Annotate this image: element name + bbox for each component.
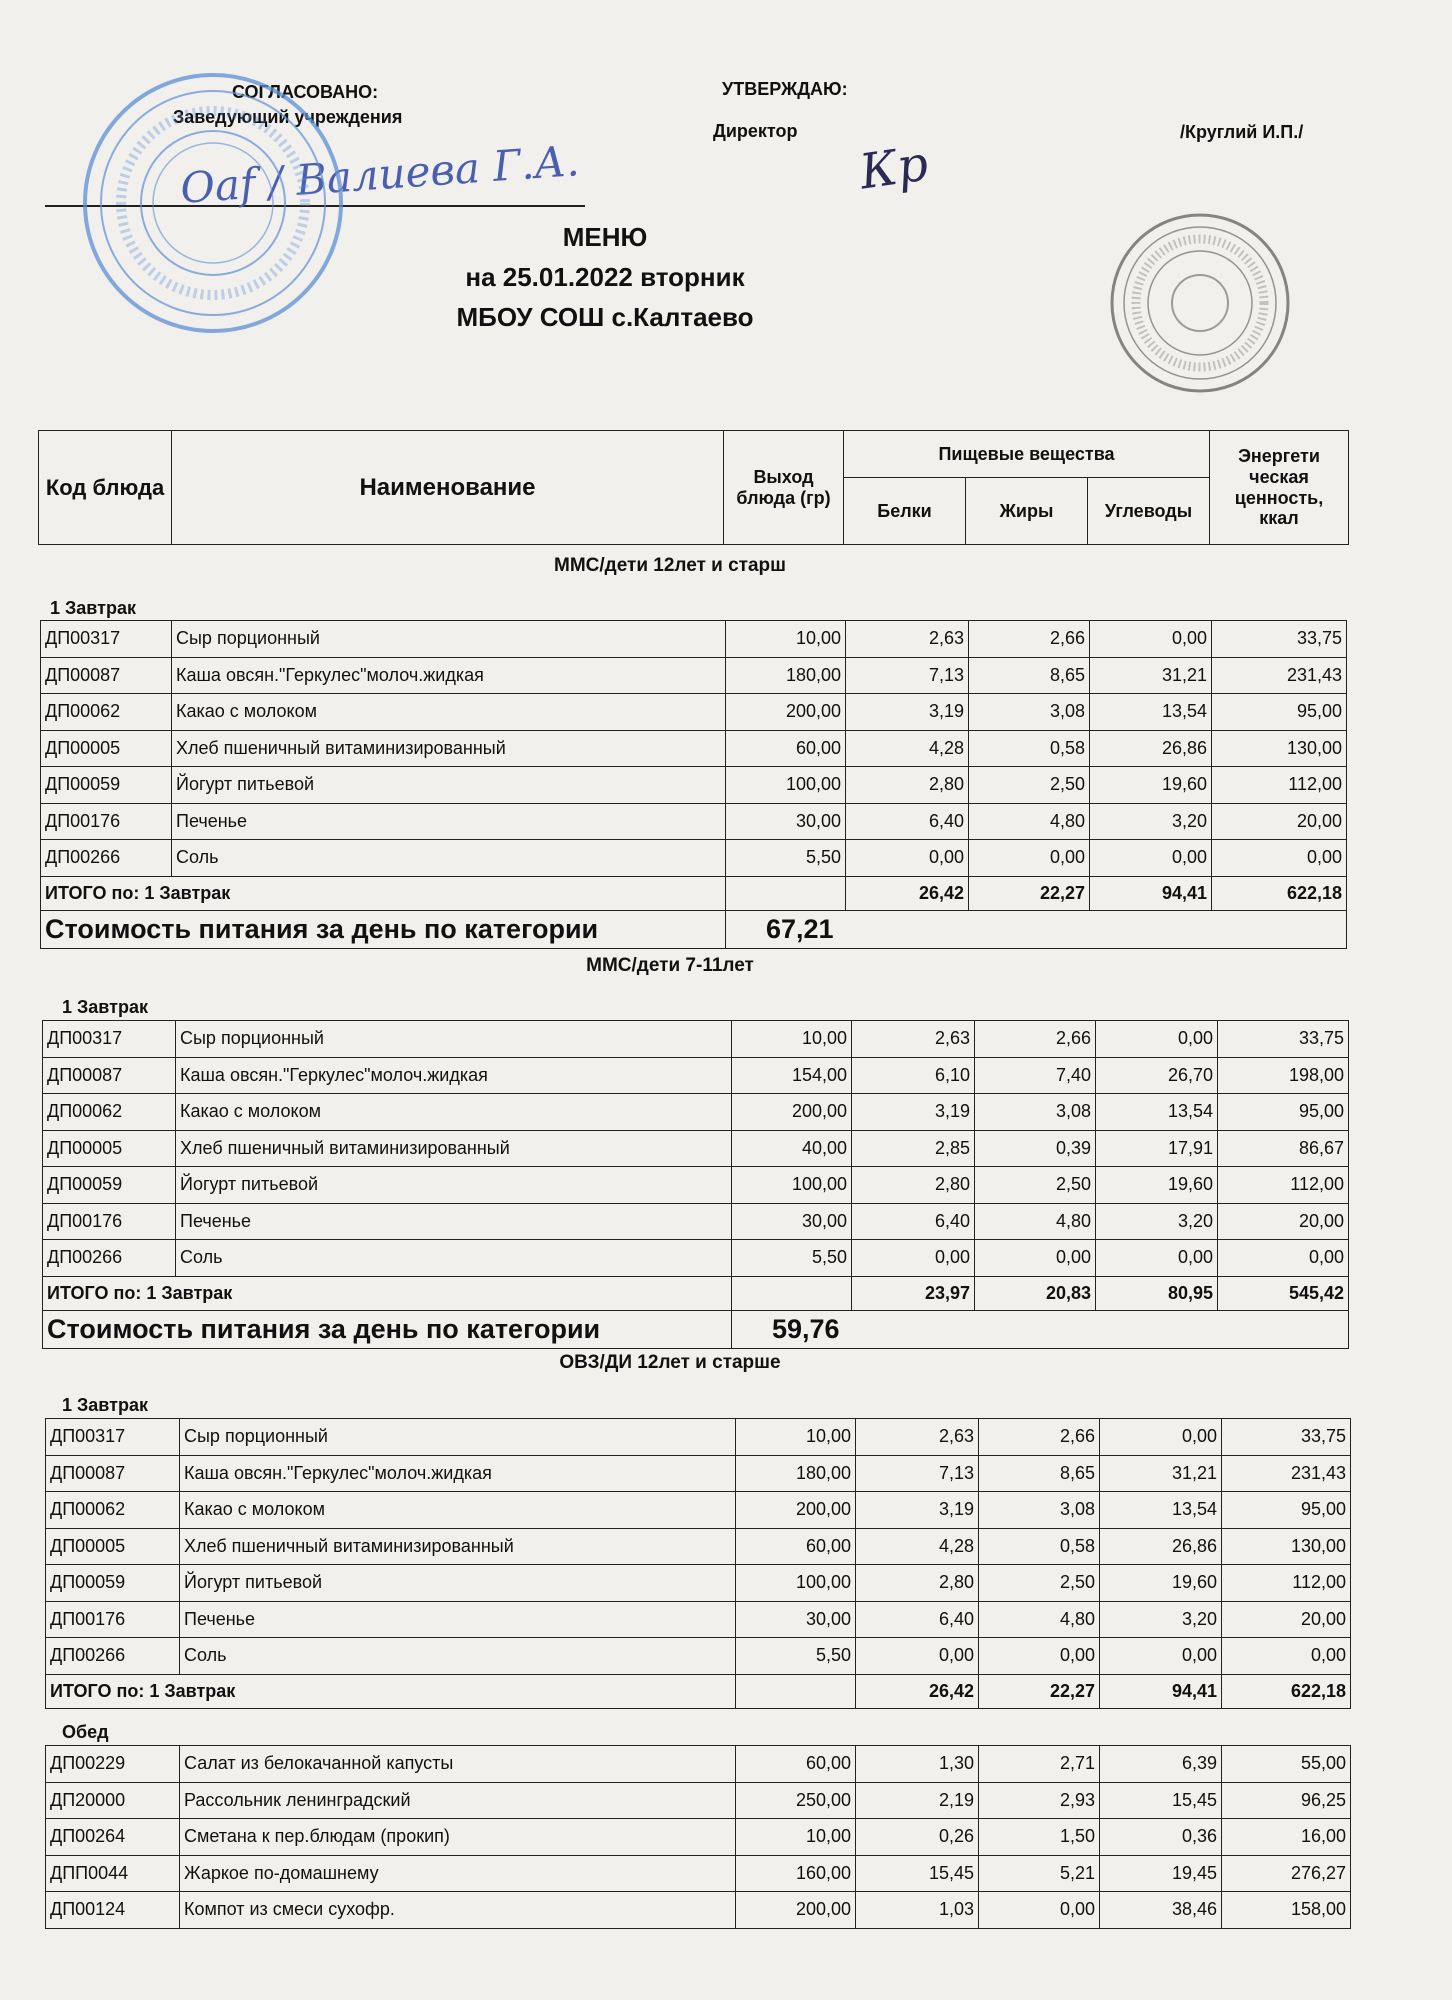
dish-energy: 95,00 — [1212, 694, 1347, 731]
section-rows — [43, 1021, 1349, 1277]
total-label: ИТОГО по: 1 Завтрак — [43, 1276, 732, 1310]
dish-energy: 112,00 — [1222, 1565, 1351, 1602]
dish-carbs: 31,21 — [1090, 657, 1212, 694]
dish-proteins: 6,40 — [856, 1601, 979, 1638]
dish-fats: 8,65 — [979, 1455, 1100, 1492]
dish-carbs: 3,20 — [1090, 803, 1212, 840]
total-energy: 622,18 — [1212, 876, 1347, 910]
page-title: МЕНЮ — [562, 222, 648, 252]
dish-fats: 3,08 — [975, 1094, 1096, 1131]
director-name: /Круглий И.П./ — [1180, 122, 1304, 142]
dish-yield: 5,50 — [732, 1240, 852, 1277]
dish-code: ДП00229 — [46, 1746, 180, 1783]
dish-fats: 3,08 — [979, 1492, 1100, 1529]
dish-name: Каша овсян."Геркулес"молоч.жидкая — [172, 657, 726, 694]
dish-carbs: 26,70 — [1096, 1057, 1218, 1094]
dish-code: ДП00266 — [46, 1638, 180, 1675]
dish-code: ДП00266 — [41, 840, 172, 877]
meal-label: 1 Завтрак — [62, 1395, 148, 1415]
dish-yield: 200,00 — [726, 694, 846, 731]
dish-carbs: 13,54 — [1096, 1094, 1218, 1131]
dish-yield: 10,00 — [726, 621, 846, 658]
dish-name: Какао с молоком — [180, 1492, 736, 1529]
dish-fats: 0,39 — [975, 1130, 1096, 1167]
dish-energy: 33,75 — [1212, 621, 1347, 658]
dish-fats: 5,21 — [979, 1855, 1100, 1892]
dish-code: ДП00062 — [46, 1492, 180, 1529]
dish-fats: 2,50 — [969, 767, 1090, 804]
dish-yield: 10,00 — [736, 1819, 856, 1856]
dish-proteins: 1,30 — [856, 1746, 979, 1783]
dish-proteins: 1,03 — [856, 1892, 979, 1929]
dish-yield: 180,00 — [726, 657, 846, 694]
dish-yield: 30,00 — [726, 803, 846, 840]
dish-name: Йогурт питьевой — [176, 1167, 732, 1204]
dish-proteins: 0,26 — [856, 1819, 979, 1856]
total-yield — [736, 1674, 856, 1708]
dish-energy: 20,00 — [1222, 1601, 1351, 1638]
dish-energy: 20,00 — [1212, 803, 1347, 840]
dish-code: ДП00317 — [41, 621, 172, 658]
dish-carbs: 0,36 — [1100, 1819, 1222, 1856]
col-nutrients-header: Пищевые вещества — [844, 431, 1210, 478]
section-rows — [41, 621, 1347, 877]
dish-proteins: 0,00 — [856, 1638, 979, 1675]
signature-right: Кр — [856, 135, 932, 201]
dish-yield: 30,00 — [732, 1203, 852, 1240]
dish-fats: 3,08 — [969, 694, 1090, 731]
dish-yield: 60,00 — [726, 730, 846, 767]
dish-fats: 4,80 — [979, 1601, 1100, 1638]
approved-label: СОГЛАСОВАНО: — [232, 82, 379, 102]
dish-code: ДП00317 — [46, 1419, 180, 1456]
table-row — [43, 1021, 1349, 1058]
dish-name: Печенье — [176, 1203, 732, 1240]
cost-label: Стоимость питания за день по категории — [43, 1310, 732, 1348]
dish-energy: 158,00 — [1222, 1892, 1351, 1929]
school-name: МБОУ СОШ с.Калтаево — [456, 302, 754, 332]
dish-energy: 198,00 — [1218, 1057, 1349, 1094]
table-row — [46, 1782, 1351, 1819]
table-row — [46, 1892, 1351, 1929]
dish-name: Каша овсян."Геркулес"молоч.жидкая — [176, 1057, 732, 1094]
table-row — [46, 1528, 1351, 1565]
dish-carbs: 0,00 — [1096, 1021, 1218, 1058]
dish-carbs: 0,00 — [1090, 621, 1212, 658]
dish-yield: 200,00 — [736, 1892, 856, 1929]
meal-label: 1 Завтрак — [50, 598, 136, 618]
dish-carbs: 13,54 — [1090, 694, 1212, 731]
table-row — [46, 1819, 1351, 1856]
dish-yield: 180,00 — [736, 1455, 856, 1492]
dish-fats: 2,71 — [979, 1746, 1100, 1783]
dish-proteins: 7,13 — [846, 657, 969, 694]
signature-left: Оаf / Валиева Г.А. — [178, 136, 581, 213]
total-yield — [726, 876, 846, 910]
dish-name: Какао с молоком — [176, 1094, 732, 1131]
dish-name: Соль — [172, 840, 726, 877]
col-code-header: Код блюда — [39, 431, 172, 545]
dish-carbs: 38,46 — [1100, 1892, 1222, 1929]
total-carbs: 94,41 — [1090, 876, 1212, 910]
dish-energy: 130,00 — [1222, 1528, 1351, 1565]
dish-carbs: 0,00 — [1096, 1240, 1218, 1277]
table-row — [46, 1855, 1351, 1892]
dish-fats: 2,93 — [979, 1782, 1100, 1819]
table-row — [46, 1492, 1351, 1529]
dish-fats: 2,66 — [969, 621, 1090, 658]
table-row — [46, 1601, 1351, 1638]
dish-name: Печенье — [180, 1601, 736, 1638]
dish-carbs: 26,86 — [1100, 1528, 1222, 1565]
dish-proteins: 6,40 — [846, 803, 969, 840]
total-proteins: 26,42 — [856, 1674, 979, 1708]
dish-proteins: 6,40 — [852, 1203, 975, 1240]
table-row — [41, 657, 1347, 694]
total-fats: 22,27 — [969, 876, 1090, 910]
dish-energy: 96,25 — [1222, 1782, 1351, 1819]
dish-energy: 33,75 — [1222, 1419, 1351, 1456]
table-row — [46, 1419, 1351, 1456]
dish-code: ДП00087 — [46, 1455, 180, 1492]
dish-name: Какао с молоком — [172, 694, 726, 731]
dish-code: ДП00317 — [43, 1021, 176, 1058]
dish-name: Сметана к пер.блюдам (прокип) — [180, 1819, 736, 1856]
table-row — [43, 1130, 1349, 1167]
dish-proteins: 2,19 — [856, 1782, 979, 1819]
meal-label: Обед — [62, 1722, 109, 1742]
director-label: Директор — [713, 121, 798, 141]
dish-code: ДП00176 — [46, 1601, 180, 1638]
dish-code: ДПП0044 — [46, 1855, 180, 1892]
total-label: ИТОГО по: 1 Завтрак — [46, 1674, 736, 1708]
dish-proteins: 0,00 — [852, 1240, 975, 1277]
dish-code: ДП00176 — [43, 1203, 176, 1240]
dish-name: Сыр порционный — [176, 1021, 732, 1058]
dish-energy: 33,75 — [1218, 1021, 1349, 1058]
dish-yield: 5,50 — [736, 1638, 856, 1675]
dish-energy: 231,43 — [1212, 657, 1347, 694]
section-title: ММС/дети 7-11лет — [586, 955, 754, 976]
dish-proteins: 2,63 — [852, 1021, 975, 1058]
dish-proteins: 2,80 — [846, 767, 969, 804]
dish-energy: 86,67 — [1218, 1130, 1349, 1167]
dish-yield: 60,00 — [736, 1746, 856, 1783]
dish-proteins: 3,19 — [852, 1094, 975, 1131]
dish-fats: 0,00 — [979, 1638, 1100, 1675]
meal-label: 1 Завтрак — [62, 997, 148, 1017]
total-carbs: 80,95 — [1096, 1276, 1218, 1310]
section-table — [40, 620, 1347, 949]
dish-name: Сыр порционный — [180, 1419, 736, 1456]
dish-carbs: 3,20 — [1096, 1203, 1218, 1240]
dish-energy: 0,00 — [1222, 1638, 1351, 1675]
dish-fats: 2,50 — [975, 1167, 1096, 1204]
dish-yield: 200,00 — [736, 1492, 856, 1529]
dish-code: ДП00266 — [43, 1240, 176, 1277]
dish-carbs: 17,91 — [1096, 1130, 1218, 1167]
dish-proteins: 2,63 — [856, 1419, 979, 1456]
dish-code: ДП00059 — [41, 767, 172, 804]
dish-name: Соль — [180, 1638, 736, 1675]
dish-yield: 10,00 — [732, 1021, 852, 1058]
section-table — [45, 1418, 1351, 1709]
dish-fats: 8,65 — [969, 657, 1090, 694]
head-of-institution-label: Заведующий учреждения — [173, 107, 403, 127]
dish-proteins: 15,45 — [856, 1855, 979, 1892]
dish-yield: 100,00 — [736, 1565, 856, 1602]
table-row — [41, 803, 1347, 840]
dish-energy: 276,27 — [1222, 1855, 1351, 1892]
col-yield-header: Выход блюда (гр) — [724, 431, 844, 545]
dish-proteins: 6,10 — [852, 1057, 975, 1094]
dish-carbs: 0,00 — [1100, 1419, 1222, 1456]
total-proteins: 23,97 — [852, 1276, 975, 1310]
total-label: ИТОГО по: 1 Завтрак — [41, 876, 726, 910]
total-fats: 22,27 — [979, 1674, 1100, 1708]
dish-proteins: 4,28 — [856, 1528, 979, 1565]
dish-fats: 2,66 — [979, 1419, 1100, 1456]
dish-code: ДП20000 — [46, 1782, 180, 1819]
dish-energy: 112,00 — [1212, 767, 1347, 804]
dish-proteins: 2,85 — [852, 1130, 975, 1167]
dish-proteins: 0,00 — [846, 840, 969, 877]
dish-energy: 231,43 — [1222, 1455, 1351, 1492]
dish-energy: 16,00 — [1222, 1819, 1351, 1856]
dish-energy: 95,00 — [1222, 1492, 1351, 1529]
dish-yield: 250,00 — [736, 1782, 856, 1819]
dish-carbs: 19,60 — [1096, 1167, 1218, 1204]
total-fats: 20,83 — [975, 1276, 1096, 1310]
dish-energy: 55,00 — [1222, 1746, 1351, 1783]
dish-fats: 2,66 — [975, 1021, 1096, 1058]
dish-carbs: 19,60 — [1090, 767, 1212, 804]
dish-yield: 10,00 — [736, 1419, 856, 1456]
dish-proteins: 4,28 — [846, 730, 969, 767]
dish-fats: 7,40 — [975, 1057, 1096, 1094]
dish-yield: 5,50 — [726, 840, 846, 877]
dish-carbs: 19,45 — [1100, 1855, 1222, 1892]
dish-fats: 0,00 — [969, 840, 1090, 877]
dish-carbs: 6,39 — [1100, 1746, 1222, 1783]
dish-carbs: 0,00 — [1100, 1638, 1222, 1675]
dish-code: ДП00124 — [46, 1892, 180, 1929]
dish-name: Сыр порционный — [172, 621, 726, 658]
dish-yield: 100,00 — [732, 1167, 852, 1204]
dish-energy: 112,00 — [1218, 1167, 1349, 1204]
dish-fats: 0,58 — [969, 730, 1090, 767]
dish-name: Хлеб пшеничный витаминизированный — [176, 1130, 732, 1167]
lunch-rows — [46, 1746, 1351, 1929]
section-table — [42, 1020, 1349, 1349]
dish-code: ДП00062 — [43, 1094, 176, 1131]
dish-carbs: 26,86 — [1090, 730, 1212, 767]
dish-code: ДП00087 — [43, 1057, 176, 1094]
table-row — [41, 840, 1347, 877]
dish-yield: 60,00 — [736, 1528, 856, 1565]
dish-carbs: 13,54 — [1100, 1492, 1222, 1529]
menu-date: на 25.01.2022 вторник — [465, 262, 745, 292]
table-row — [46, 1638, 1351, 1675]
table-row — [41, 694, 1347, 731]
dish-carbs: 0,00 — [1090, 840, 1212, 877]
dish-fats: 0,58 — [979, 1528, 1100, 1565]
dish-fats: 0,00 — [975, 1240, 1096, 1277]
dish-proteins: 3,19 — [846, 694, 969, 731]
dish-name: Жаркое по-домашнему — [180, 1855, 736, 1892]
approve-label: УТВЕРЖДАЮ: — [722, 79, 848, 99]
table-row — [46, 1746, 1351, 1783]
dish-energy: 130,00 — [1212, 730, 1347, 767]
dish-fats: 2,50 — [979, 1565, 1100, 1602]
table-row — [41, 767, 1347, 804]
dish-name: Печенье — [172, 803, 726, 840]
dish-carbs: 31,21 — [1100, 1455, 1222, 1492]
col-name-header: Наименование — [172, 431, 724, 545]
dish-code: ДП00087 — [41, 657, 172, 694]
dish-energy: 0,00 — [1218, 1240, 1349, 1277]
dish-code: ДП00005 — [43, 1130, 176, 1167]
section-rows — [46, 1419, 1351, 1675]
menu-header-table — [38, 430, 1349, 545]
dish-yield: 160,00 — [736, 1855, 856, 1892]
dish-name: Рассольник ленинградский — [180, 1782, 736, 1819]
table-row — [43, 1094, 1349, 1131]
dish-proteins: 2,80 — [856, 1565, 979, 1602]
cost-value: 59,76 — [732, 1310, 1349, 1348]
round-stamp-blue-icon — [78, 68, 348, 338]
total-energy: 622,18 — [1222, 1674, 1351, 1708]
dish-energy: 20,00 — [1218, 1203, 1349, 1240]
total-yield — [732, 1276, 852, 1310]
dish-name: Компот из смеси сухофр. — [180, 1892, 736, 1929]
total-energy: 545,42 — [1218, 1276, 1349, 1310]
dish-yield: 200,00 — [732, 1094, 852, 1131]
dish-yield: 40,00 — [732, 1130, 852, 1167]
dish-name: Хлеб пшеничный витаминизированный — [172, 730, 726, 767]
dish-code: ДП00005 — [41, 730, 172, 767]
dish-name: Соль — [176, 1240, 732, 1277]
col-carbs-header: Углеводы — [1088, 478, 1210, 545]
table-row — [43, 1057, 1349, 1094]
col-proteins-header: Белки — [844, 478, 966, 545]
cost-label: Стоимость питания за день по категории — [41, 910, 726, 948]
dish-code: ДП00264 — [46, 1819, 180, 1856]
dish-name: Йогурт питьевой — [180, 1565, 736, 1602]
dish-code: ДП00059 — [46, 1565, 180, 1602]
dish-fats: 4,80 — [975, 1203, 1096, 1240]
total-carbs: 94,41 — [1100, 1674, 1222, 1708]
table-row — [43, 1167, 1349, 1204]
table-row — [41, 621, 1347, 658]
dish-proteins: 7,13 — [856, 1455, 979, 1492]
dish-name: Каша овсян."Геркулес"молоч.жидкая — [180, 1455, 736, 1492]
dish-code: ДП00005 — [46, 1528, 180, 1565]
dish-fats: 0,00 — [979, 1892, 1100, 1929]
dish-code: ДП00176 — [41, 803, 172, 840]
cost-value: 67,21 — [726, 910, 1347, 948]
dish-carbs: 3,20 — [1100, 1601, 1222, 1638]
dish-yield: 154,00 — [732, 1057, 852, 1094]
dish-fats: 4,80 — [969, 803, 1090, 840]
table-row — [43, 1203, 1349, 1240]
dish-code: ДП00062 — [41, 694, 172, 731]
section-title: ММС/дети 12лет и старш — [554, 555, 786, 576]
dish-name: Салат из белокачанной капусты — [180, 1746, 736, 1783]
lunch-table — [45, 1745, 1351, 1929]
total-proteins: 26,42 — [846, 876, 969, 910]
table-row — [43, 1240, 1349, 1277]
dish-proteins: 2,80 — [852, 1167, 975, 1204]
dish-energy: 0,00 — [1212, 840, 1347, 877]
col-energy-header: Энергети ческая ценность, ккал — [1210, 431, 1349, 545]
dish-fats: 1,50 — [979, 1819, 1100, 1856]
table-row — [46, 1565, 1351, 1602]
dish-yield: 30,00 — [736, 1601, 856, 1638]
dish-carbs: 19,60 — [1100, 1565, 1222, 1602]
dish-carbs: 15,45 — [1100, 1782, 1222, 1819]
dish-name: Хлеб пшеничный витаминизированный — [180, 1528, 736, 1565]
table-row — [46, 1455, 1351, 1492]
section-title: ОВЗ/ДИ 12лет и старше — [559, 1352, 781, 1373]
dish-code: ДП00059 — [43, 1167, 176, 1204]
dish-yield: 100,00 — [726, 767, 846, 804]
dish-proteins: 2,63 — [846, 621, 969, 658]
col-fats-header: Жиры — [966, 478, 1088, 545]
dish-energy: 95,00 — [1218, 1094, 1349, 1131]
table-row — [41, 730, 1347, 767]
dish-name: Йогурт питьевой — [172, 767, 726, 804]
dish-proteins: 3,19 — [856, 1492, 979, 1529]
